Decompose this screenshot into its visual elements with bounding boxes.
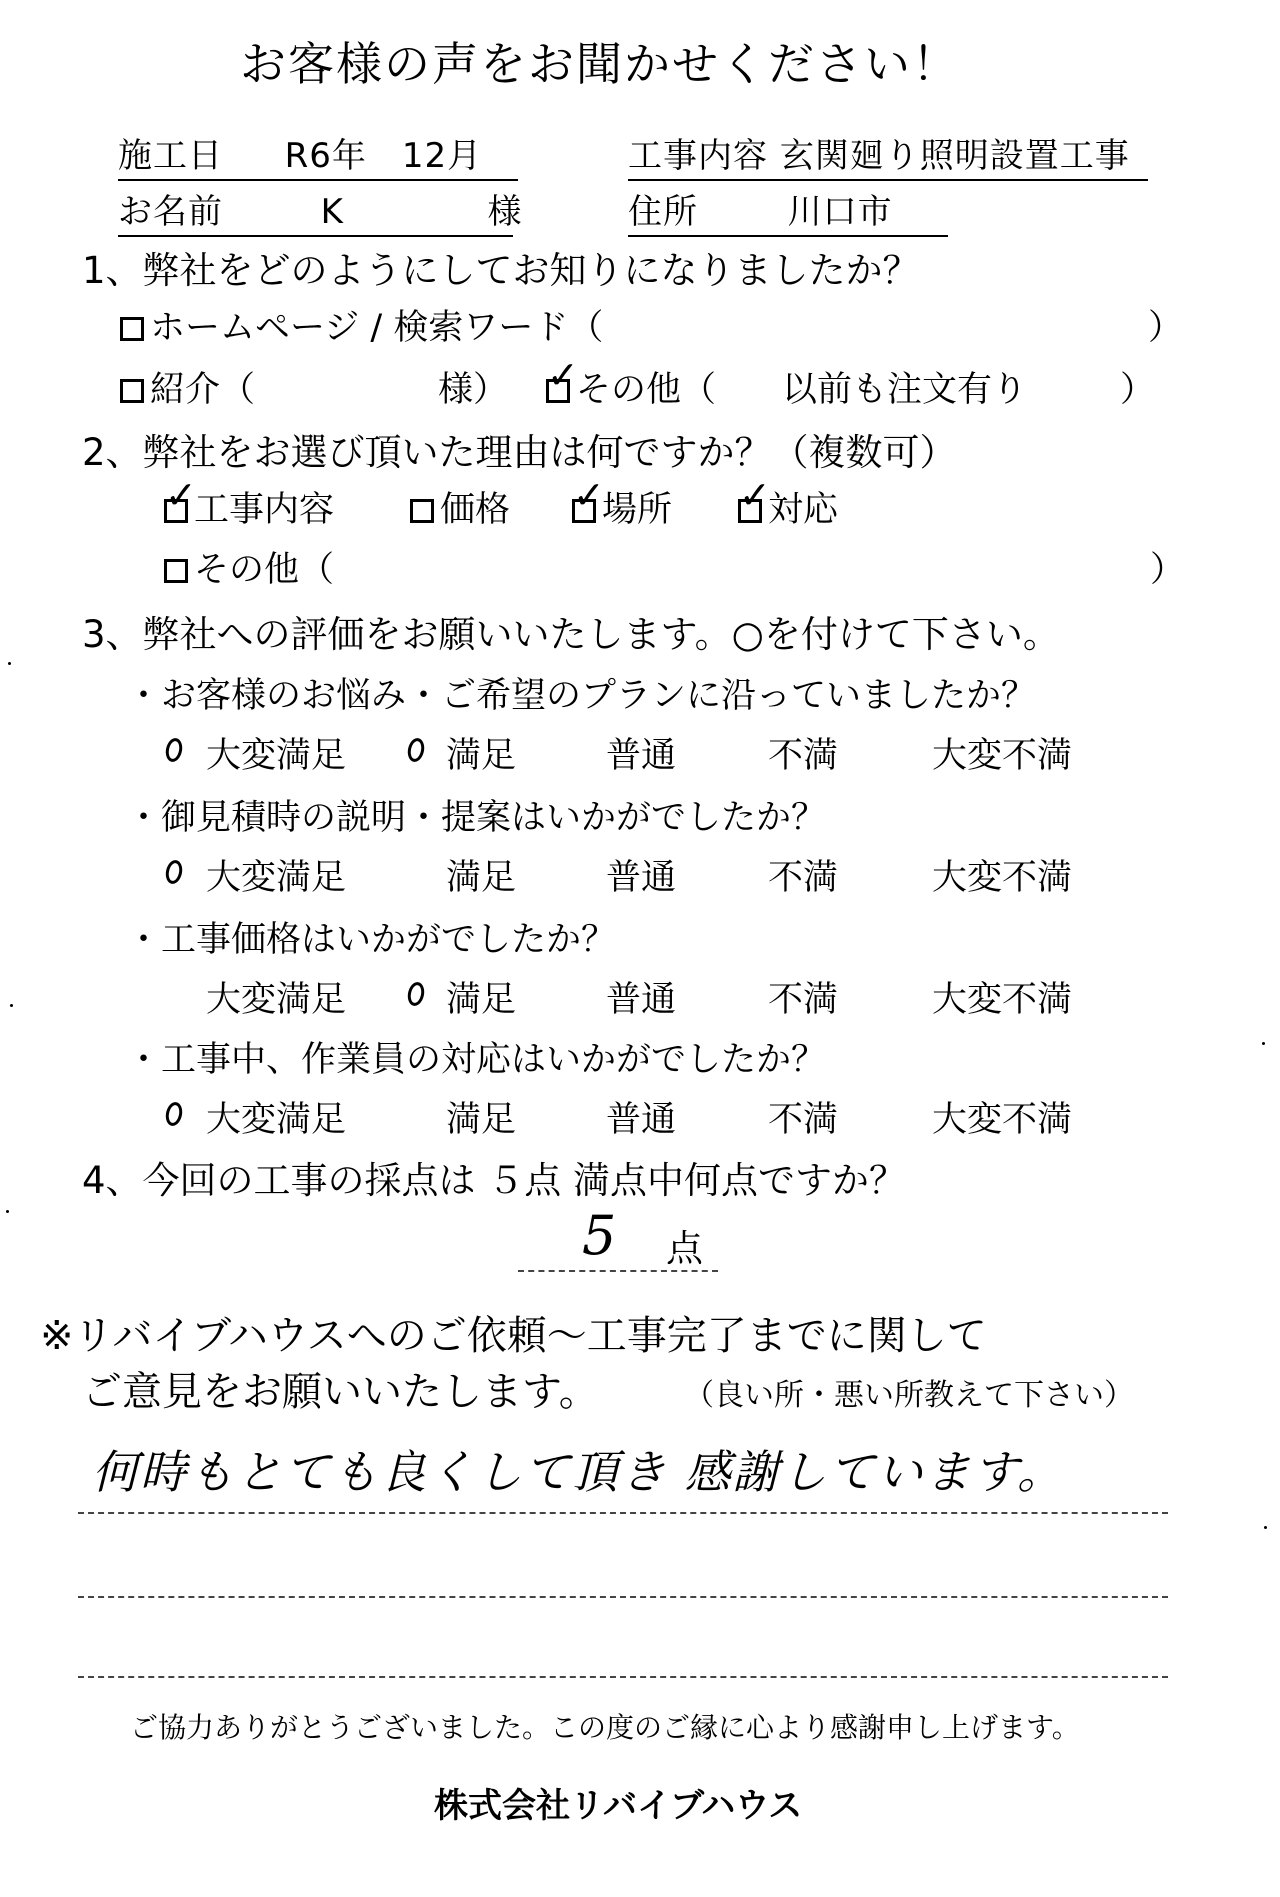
q4-question: 4、今回の工事の採点は ５点 満点中何点ですか？	[82, 1159, 907, 1202]
name-value: K	[320, 192, 344, 232]
q3-item-label: ・工事価格はいかがでしたか？	[126, 920, 617, 960]
scan-speck	[6, 1210, 9, 1213]
q3-item-label: ・工事中、作業員の対応はいかがでしたか？	[126, 1040, 827, 1080]
name-label: お名前	[118, 192, 223, 232]
rating-option[interactable]: 大変満足	[206, 736, 347, 776]
q2-other-label: その他（	[194, 550, 335, 590]
rating-option[interactable]: 不満	[768, 858, 839, 898]
q1-question: 1、弊社をどのようにしてお知りになりましたか？	[82, 249, 920, 292]
date-field	[118, 128, 518, 181]
q2-option-response[interactable]	[738, 473, 839, 532]
checkbox-q2-other[interactable]	[164, 559, 188, 583]
q1-other-close: ）	[1120, 370, 1156, 410]
q1-option-referral[interactable]	[120, 362, 255, 412]
q1-other-value: 以前も注文有り	[782, 370, 1028, 410]
date-label: 施工日	[118, 136, 223, 176]
rating-option[interactable]: 大変満足	[206, 980, 347, 1020]
q1-homepage-label: ホームページ / 検索ワード（	[150, 308, 604, 348]
q3-item-label: ・お客様のお悩み・ご希望のプランに沿っていましたか？	[126, 676, 1037, 716]
q2-price-label: 価格	[440, 490, 511, 530]
score-value: 5	[582, 1204, 617, 1267]
checkbox-price[interactable]	[410, 499, 434, 523]
rating-option[interactable]: 満足	[446, 736, 517, 776]
q2-option-work[interactable]	[164, 473, 335, 532]
rating-option[interactable]: 満足	[446, 980, 517, 1020]
work-label: 工事内容	[628, 136, 768, 176]
checkbox-other-checked[interactable]	[546, 353, 579, 403]
rating-option[interactable]: 大変不満	[932, 1100, 1073, 1140]
date-value: R6年 12月	[284, 136, 483, 176]
checkmark-icon: ✓	[739, 473, 771, 517]
rating-option[interactable]: 普通	[606, 736, 677, 776]
checkbox-homepage[interactable]	[120, 317, 144, 341]
work-value: 玄関廻り照明設置工事	[779, 136, 1130, 176]
work-field	[628, 128, 1148, 181]
checkbox-work-checked[interactable]	[164, 473, 197, 523]
rating-option[interactable]: 不満	[768, 980, 839, 1020]
page-title: お客様の声をお聞かせください！	[240, 37, 960, 91]
q3-question: 3、弊社への評価をお願いいたします。○を付けて下さい。	[82, 613, 1060, 656]
rating-option[interactable]: 不満	[768, 1100, 839, 1140]
q2-response-label: 対応	[768, 490, 839, 530]
checkbox-place-checked[interactable]	[572, 473, 605, 523]
selection-circle-mark	[406, 737, 427, 764]
selection-circle-mark	[164, 1101, 185, 1128]
rating-option[interactable]: 満足	[446, 1100, 517, 1140]
comment-prompt-line2: ご意見をお願いいたします。	[82, 1369, 599, 1415]
name-field	[118, 184, 523, 237]
q2-place-label: 場所	[602, 490, 673, 530]
score-underline	[518, 1270, 718, 1272]
rating-option[interactable]: 普通	[606, 1100, 677, 1140]
q1-referral-sama: 様）	[438, 370, 509, 410]
q2-other-close: ）	[1150, 550, 1186, 590]
name-suffix: 様	[487, 192, 523, 232]
checkmark-icon: ✓	[573, 473, 605, 517]
selection-circle-mark	[164, 737, 185, 764]
checkbox-response-checked[interactable]	[738, 473, 771, 523]
comment-line-1	[78, 1512, 1168, 1514]
comment-prompt-line1: ※リバイブハウスへのご依頼～工事完了までに関して	[40, 1313, 987, 1359]
score-unit: 点	[666, 1227, 703, 1270]
checkmark-icon: ✓	[165, 473, 197, 517]
rating-option[interactable]: 大変不満	[932, 736, 1073, 776]
q1-other-label: その他（	[576, 370, 717, 410]
scan-speck	[1262, 1042, 1265, 1045]
address-field	[628, 184, 948, 237]
q2-option-place[interactable]	[572, 473, 673, 532]
address-label: 住所	[628, 192, 698, 232]
q2-option-price[interactable]	[410, 482, 510, 532]
scan-speck	[8, 662, 11, 665]
comment-line-3	[78, 1676, 1168, 1678]
rating-option[interactable]: 普通	[606, 980, 677, 1020]
rating-option[interactable]: 普通	[606, 858, 677, 898]
scan-speck	[1264, 1526, 1267, 1529]
selection-circle-mark	[406, 981, 427, 1008]
selection-circle-mark	[164, 859, 185, 886]
checkbox-referral[interactable]	[120, 379, 144, 403]
q3-item-label: ・御見積時の説明・提案はいかがでしたか？	[126, 798, 827, 838]
score-answer	[518, 1204, 718, 1276]
rating-option[interactable]: 大変満足	[206, 1100, 347, 1140]
q1-option-other[interactable]	[546, 353, 717, 412]
comment-prompt-note: （良い所・悪い所教えて下さい）	[684, 1378, 1134, 1413]
rating-option[interactable]: 大変満足	[206, 858, 347, 898]
rating-option[interactable]: 大変不満	[932, 980, 1073, 1020]
q2-work-label: 工事内容	[194, 490, 335, 530]
rating-option[interactable]: 不満	[768, 736, 839, 776]
address-value: 川口市	[787, 192, 893, 232]
q1-option-homepage[interactable]	[120, 300, 603, 350]
q1-homepage-close: ）	[1148, 308, 1184, 348]
q2-question: 2、弊社をお選び頂いた理由は何ですか？（複数可）	[82, 431, 957, 474]
footer-thanks: ご協力ありがとうございました。この度のご縁に心より感謝申し上げます。	[130, 1711, 1080, 1744]
rating-option[interactable]: 大変不満	[932, 858, 1073, 898]
q2-option-other[interactable]	[164, 542, 334, 592]
handwritten-comment: 何時もとても良くして頂き 感謝しています。	[92, 1445, 1065, 1499]
checkmark-icon: ✓	[547, 353, 579, 397]
company-name: 株式会社リバイブハウス	[434, 1786, 803, 1826]
q1-referral-label: 紹介（	[150, 370, 256, 410]
rating-option[interactable]: 満足	[446, 858, 517, 898]
comment-line-2	[78, 1596, 1168, 1598]
scan-speck	[10, 1004, 13, 1007]
